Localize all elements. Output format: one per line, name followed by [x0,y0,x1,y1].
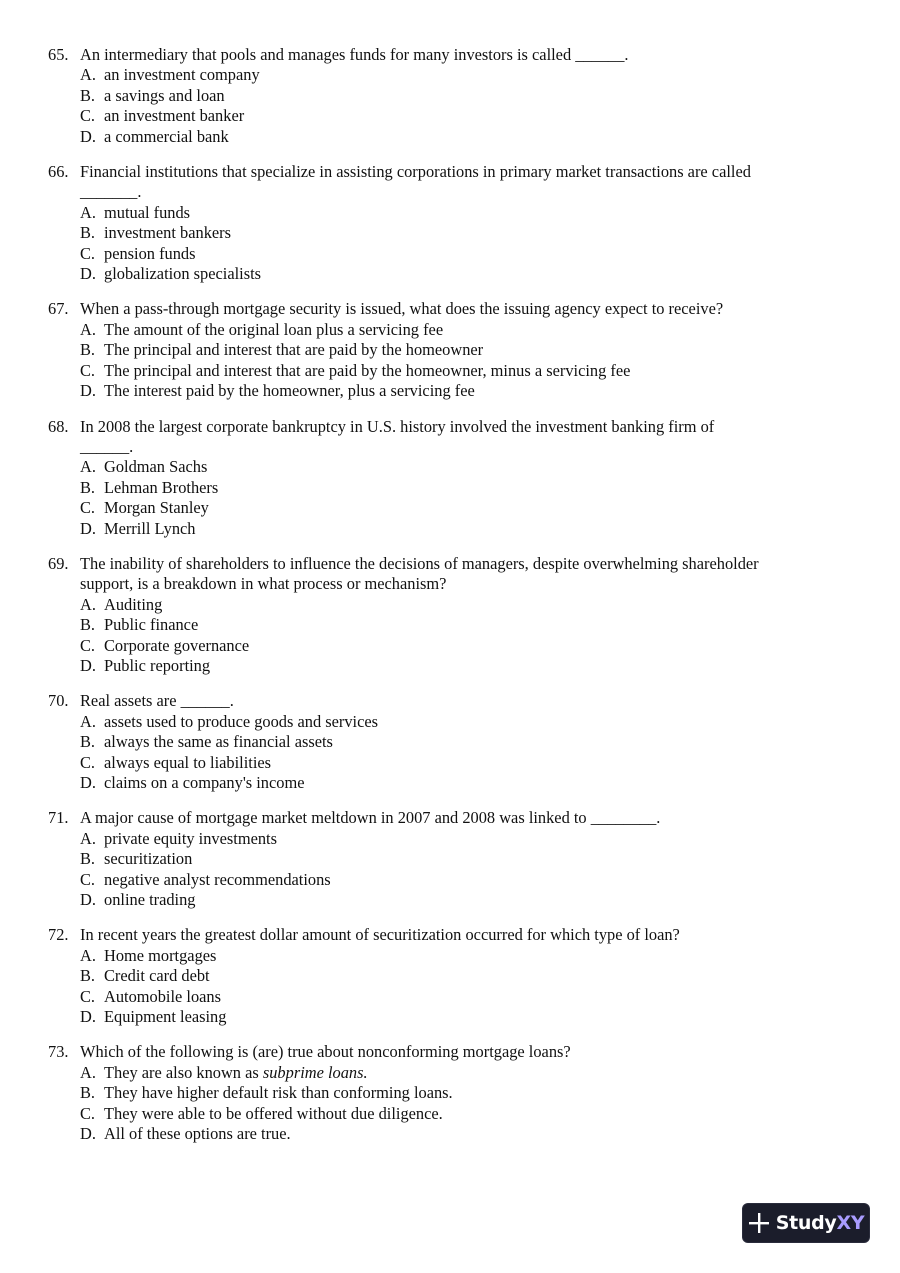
option-text [104,264,261,284]
option-text-plain: pension funds [104,243,196,263]
option-text [104,498,209,518]
answer-option [80,1063,848,1083]
option-letter: B. [80,223,96,243]
option-text [104,457,207,477]
answer-option [80,86,848,106]
option-text-plain: negative analyst recommendations [104,869,331,889]
option-text-plain: always the same as financial assets [104,732,333,752]
answer-option [80,381,848,401]
option-text [104,340,483,360]
answer-option [80,478,848,498]
option-text-plain: always equal to liabilities [104,752,272,772]
option-letter: B. [80,477,96,497]
option-text-plain: Auditing [104,594,163,614]
option-letter: D. [80,381,96,401]
option-letter: B. [80,615,96,635]
option-text [104,106,244,126]
option-letter: A. [80,202,96,222]
question-number: 65. [48,45,69,64]
option-text-plain: All of these options are true. [104,1124,291,1144]
option-letter: B. [80,849,96,869]
question-text-line: A major cause of mortgage market meltdown in 2007 and 2008 was linked to ________. [80,808,661,828]
option-letter: A. [80,828,96,848]
logo-text-main: Study [775,1212,837,1234]
option-text [104,656,210,676]
question-number: 73. [48,1042,69,1062]
option-text-plain: They have higher default risk than conforming loans. [104,1083,453,1103]
answer-option [80,244,848,264]
question-number: 67. [48,299,69,319]
question-text [80,554,848,595]
option-text-plain: Automobile loans [104,986,221,1006]
option-text-plain: Equipment leasing [104,1007,227,1027]
option-letter: B. [80,85,96,105]
question-stem [48,925,848,945]
option-letter: A. [80,65,96,85]
option-text [104,223,231,243]
option-text [104,1104,443,1124]
answer-option [80,457,848,477]
logo-text-accent: XY [836,1212,865,1234]
option-letter: C. [80,869,96,889]
answer-option [80,1124,848,1144]
answer-options [48,712,848,794]
option-letter: C. [80,1103,96,1123]
answer-option [80,320,848,340]
answer-option [80,264,848,284]
answer-option [80,656,848,676]
answer-option [80,127,848,147]
question-text [80,1042,848,1062]
option-text [104,595,162,615]
option-text-plain: an investment company [104,65,260,85]
option-text [104,1124,291,1144]
question-text [80,45,848,65]
question-item [48,925,848,1027]
option-letter: D. [80,126,96,146]
option-text [104,870,331,890]
option-letter: B. [80,966,96,986]
answer-option [80,987,848,1007]
option-text-plain: They are also known as [104,1062,263,1082]
option-text-plain: Lehman Brothers [104,477,219,497]
option-letter: A. [80,1062,96,1082]
answer-option [80,65,848,85]
answer-options [48,595,848,677]
studyxy-logo [743,1204,869,1242]
question-stem [48,45,848,65]
question-text [80,808,848,828]
option-text-plain: Corporate governance [104,635,250,655]
option-text [104,86,225,106]
question-number: 71. [48,808,69,828]
option-text [104,381,475,401]
option-letter: D. [80,655,96,675]
option-text [104,65,260,85]
option-text [104,127,229,147]
option-text-plain: a commercial bank [104,126,229,146]
answer-option [80,1083,848,1103]
option-text-plain: The amount of the original loan plus a servicing fee [104,319,444,339]
question-text-line: When a pass-through mortgage security is issued, what does the issuing agency expect to receive? [80,299,724,319]
answer-option [80,361,848,381]
answer-option [80,595,848,615]
option-letter: B. [80,1083,96,1103]
question-text-line: Real assets are ______. [80,691,234,711]
question-item [48,691,848,793]
question-list [48,45,848,1160]
option-letter: C. [80,360,96,380]
answer-option [80,106,848,126]
option-letter: A. [80,319,96,339]
question-text-continuation: support, is a breakdown in what process or mechanism? [80,574,447,594]
question-text-line: The inability of shareholders to influence the decisions of managers, despite overwhelming shareholder [80,553,759,573]
answer-option [80,1104,848,1124]
option-text-plain: a savings and loan [104,85,225,105]
answer-option [80,829,848,849]
question-stem [48,299,848,319]
option-letter: C. [80,635,96,655]
option-letter: D. [80,1007,96,1027]
question-stem [48,691,848,711]
option-text [104,203,190,223]
option-text [104,966,210,986]
option-letter: D. [80,773,96,792]
option-letter: C. [80,243,96,263]
question-text [80,299,848,319]
option-letter: D. [80,1124,96,1144]
option-text-plain: Morgan Stanley [104,498,209,518]
answer-option [80,519,848,539]
option-text-plain: an investment banker [104,106,245,126]
question-text-line: In recent years the greatest dollar amount of securitization occurred for which type of loan? [80,925,680,945]
question-text [80,162,848,203]
option-text-plain: securitization [104,849,193,869]
option-text-plain: Goldman Sachs [104,457,208,477]
question-item [48,45,848,147]
answer-options [48,320,848,402]
option-text-plain: They were able to be offered without due diligence. [104,1103,443,1123]
option-text-plain: The principal and interest that are paid by the homeowner, minus a servicing fee [104,360,631,380]
question-stem [48,417,848,458]
answer-option [80,636,848,656]
option-text [104,1007,226,1027]
question-text-line: Financial institutions that specialize in assisting corporations in primary market transactions are called [80,162,751,182]
option-text [104,615,198,635]
option-text [104,890,196,910]
option-text-plain: Credit card debt [104,966,210,986]
answer-option [80,966,848,986]
question-item [48,808,848,910]
option-letter: A. [80,945,96,965]
option-text [104,732,333,752]
answer-option [80,890,848,910]
option-text [104,753,271,773]
question-text [80,691,848,711]
option-text-plain: online trading [104,890,196,910]
question-stem [48,1042,848,1062]
option-text [104,829,277,849]
option-text-plain: private equity investments [104,828,277,848]
answer-option [80,712,848,732]
option-letter: A. [80,457,96,477]
option-text [104,361,630,381]
option-text [104,946,216,966]
option-letter: D. [80,264,96,284]
option-text-plain: assets used to produce goods and services [104,711,379,731]
answer-options [48,457,848,539]
question-text-line: Which of the following is (are) true about nonconforming mortgage loans? [80,1042,571,1062]
option-letter: C. [80,106,96,126]
answer-option [80,340,848,360]
answer-option [80,615,848,635]
option-text-plain: The principal and interest that are paid by the homeowner [104,340,484,360]
answer-option [80,732,848,752]
question-text-continuation: ______. [80,436,134,456]
question-text-continuation: _______. [80,182,142,202]
option-text-italic: subprime loans. [262,1062,368,1082]
answer-options [48,203,848,285]
answer-option [80,946,848,966]
answer-option [80,1007,848,1027]
option-letter: C. [80,986,96,1006]
question-text [80,925,848,945]
option-text [104,519,196,539]
option-text-plain: Public reporting [104,655,211,675]
option-text [104,1083,453,1103]
answer-options [48,829,848,911]
option-text-plain: claims on a company's income [104,773,305,792]
answer-options [48,65,848,147]
plus-icon [748,1212,770,1234]
option-letter: A. [80,594,96,614]
option-text-plain: The interest paid by the homeowner, plus a servicing fee [104,381,475,401]
option-text-plain: Merrill Lynch [104,518,196,538]
answer-options [48,946,848,1028]
question-text [80,417,848,458]
option-letter: D. [80,518,96,538]
answer-option [80,870,848,890]
question-number: 69. [48,553,69,573]
question-item [48,554,848,676]
question-item [48,417,848,539]
question-text-line: In 2008 the largest corporate bankruptcy in U.S. history involved the investment banking firm of [80,416,715,436]
question-number: 70. [48,691,69,711]
option-text-plain: mutual funds [104,202,191,222]
option-text-plain: Home mortgages [104,945,217,965]
option-text [104,636,249,656]
question-stem [48,162,848,203]
option-text [104,1063,368,1083]
question-stem [48,554,848,595]
option-letter: D. [80,890,96,910]
answer-option [80,849,848,869]
option-text [104,712,378,732]
option-text [104,773,305,793]
question-item [48,1042,848,1144]
question-stem [48,808,848,828]
option-letter: C. [80,752,96,772]
question-number: 72. [48,925,69,945]
option-text-plain: investment bankers [104,223,231,243]
option-text-plain: Public finance [104,615,199,635]
answer-option [80,773,848,793]
question-item [48,162,848,284]
logo-text [776,1212,865,1234]
answer-option [80,498,848,518]
answer-option [80,753,848,773]
answer-option [80,223,848,243]
question-text-line: An intermediary that pools and manages funds for many investors is called ______. [80,45,629,64]
answer-options [48,1063,848,1145]
option-text [104,244,196,264]
option-letter: C. [80,498,96,518]
answer-option [80,203,848,223]
option-text [104,987,221,1007]
option-letter: A. [80,711,96,731]
question-item [48,299,848,401]
question-number: 66. [48,162,69,182]
option-letter: B. [80,732,96,752]
option-text [104,849,192,869]
option-letter: B. [80,340,96,360]
option-text-plain: globalization specialists [104,264,262,284]
option-text [104,478,218,498]
question-number: 68. [48,416,69,436]
option-text [104,320,443,340]
